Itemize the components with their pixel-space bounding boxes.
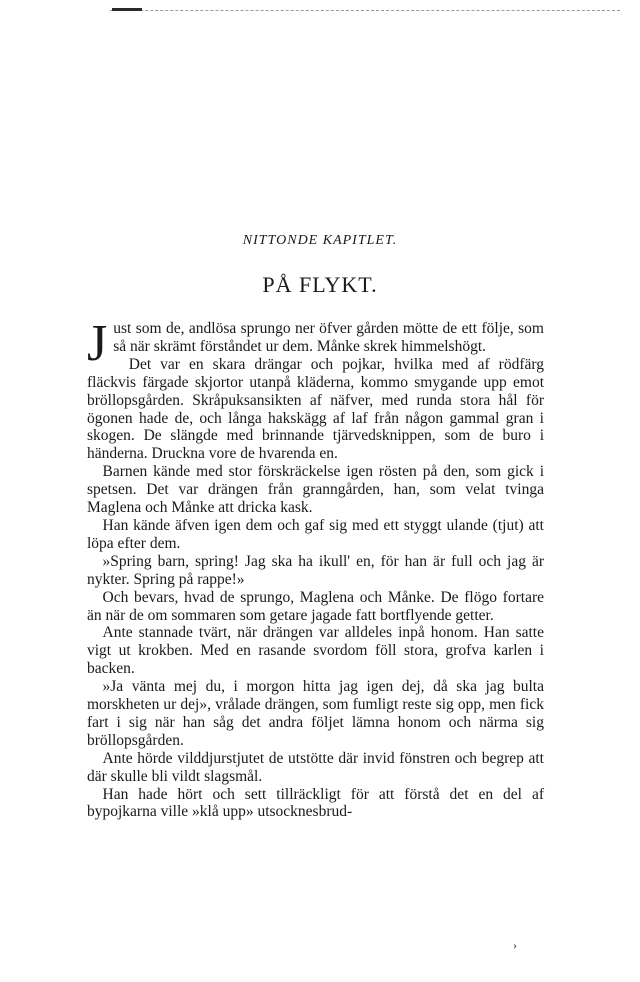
- paragraph: Han hade hört och sett tillräckligt för att förstå det en del af bypojkarna ville »klå upp» utsocknesbrud-: [87, 785, 544, 821]
- paragraph: Han kände äfven igen dem och gaf sig med ett styggt ulande (tjut) att löpa efter dem.: [87, 516, 544, 552]
- paragraph: »Ja vänta mej du, i morgon hitta jag igen dej, då ska jag bulta morskheten ur dej», vrålade drängen, som fumligt reste sig opp, men fick fart i sig när han såg det andra följet lämna honom och närma sig bröllopsgården.: [87, 678, 544, 749]
- chapter-text: [87, 315, 544, 821]
- paragraph: Barnen kände med stor förskräckelse igen rösten på den, som gick i spetsen. Det var drängen från granngården, han, som velat tvinga Maglena och Månke att dricka kask.: [87, 463, 544, 517]
- paragraph: Det var en skara drängar och pojkar, hvilka med af rödfärg fläckvis färgade skjortor utanpå kläderna, kommo smygande upp emot bröllopsgården. Skråpuksansikten af näfver, med runda stora hål för ögonen hade de, och långa hakskägg af laf från någon gammal gran i skogen. De slängde med brinnande tjärvedsknippen, som de buro i händerna. Druckna vore de hvarenda en.: [87, 355, 544, 463]
- chapter-title: PÅ FLYKT.: [262, 272, 378, 297]
- top-ink-mark: [112, 8, 142, 11]
- paragraph: Ante stannade tvärt, när drängen var alldeles inpå honom. Han satte vigt ut krokben. Med en rasande svordom föll stora, grofva karlen i backen.: [87, 624, 544, 678]
- top-border-line: [110, 10, 620, 11]
- paragraph: [87, 315, 544, 372]
- page-footer-mark: ›: [513, 938, 517, 952]
- paragraph: »Spring barn, spring! Jag ska ha ikull' en, för han är full och jag är nykter. Spring på rappe!»: [87, 552, 544, 588]
- drop-cap-letter: J: [87, 315, 108, 372]
- paragraph: Ante hörde vilddjurstjutet de utstötte där invid fönstren och begrep att där skulle bli vildt slagsmål.: [87, 749, 544, 785]
- chapter-number-heading: NITTONDE KAPITLET.: [242, 233, 398, 248]
- paragraph-text: ust som de, andlösa sprungo ner öfver gården mötte de ett följe, som så när skrämt förståndet ur dem. Månke skrek himmelshögt.: [113, 320, 544, 355]
- paragraph: Och bevars, hvad de sprungo, Maglena och Månke. De flögo fortare än när de om sommaren som getare jagade fatt bortflyende getter.: [87, 588, 544, 624]
